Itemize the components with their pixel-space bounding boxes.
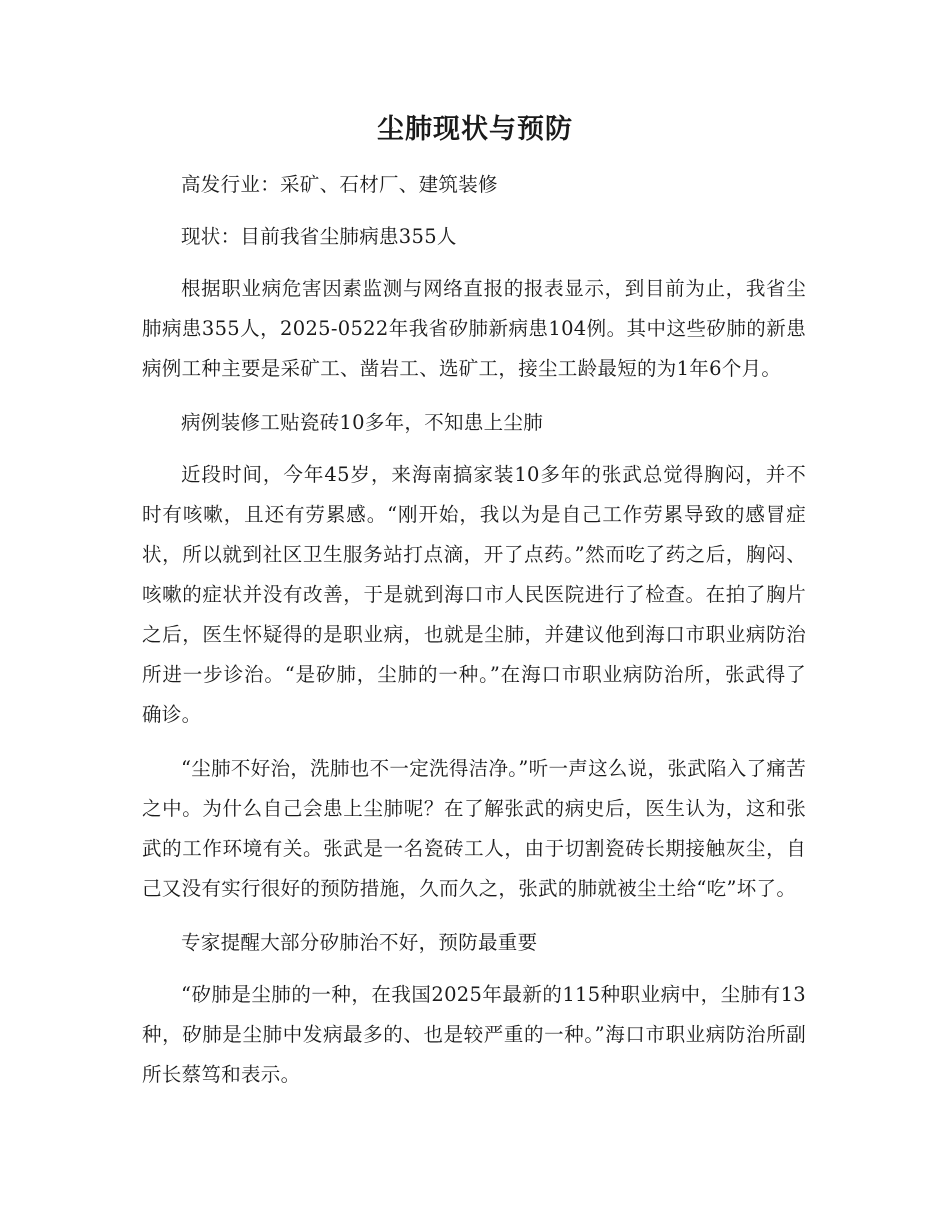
paragraph-expert-quote: “矽肺是尘肺的一种，在我国2025年最新的115种职业病中，尘肺有13种，矽肺是尘肺中发病最多的、也是较严重的一种。”海口市职业病防治所副所长蔡笃和表示。 xyxy=(142,983,806,1086)
paragraph-statistics: 根据职业病危害因素监测与网络直报的报表显示，到目前为止，我省尘肺病患355人，2025-0522年我省矽肺新病患104例。其中这些矽肺的新患病例工种主要是采矿工、凿岩工、选矿工，接尘工龄最短的为1年6个月。 xyxy=(142,277,806,380)
document-body xyxy=(142,165,806,1109)
document-title: 尘肺现状与预防 xyxy=(377,114,573,145)
paragraph-status: 现状：目前我省尘肺病患355人 xyxy=(181,225,457,248)
paragraph-case-heading: 病例装修工贴瓷砖10多年，不知患上尘肺 xyxy=(181,411,544,434)
paragraph-expert-heading: 专家提醒大部分矽肺治不好，预防最重要 xyxy=(181,931,538,954)
paragraph-case-story: 近段时间，今年45岁，来海南搞家装10多年的张武总觉得胸闷，并不时有咳嗽，且还有劳累感。“刚开始，我以为是自己工作劳累导致的感冒症状，所以就到社区卫生服务站打点滴，开了点药。”然而吃了药之后，胸闷、咳嗽的症状并没有改善，于是就到海口市人民医院进行了检查。在拍了胸片之后，医生怀疑得的是职业病，也就是尘肺，并建议他到海口市职业病防治所进一步诊治。“是矽肺，尘肺的一种。”在海口市职业病防治所，张武得了确诊。 xyxy=(142,463,806,726)
paragraph-case-cause: “尘肺不好治，洗肺也不一定洗得洁净。”听一声这么说，张武陷入了痛苦之中。为什么自己会患上尘肺呢？在了解张武的病史后，医生认为，这和张武的工作环境有关。张武是一名瓷砖工人，由于切割瓷砖长期接触灰尘，自己又没有实行很好的预防措施，久而久之，张武的肺就被尘土给“吃”坏了。 xyxy=(142,757,806,900)
paragraph-industries: 高发行业：采矿、石材厂、建筑装修 xyxy=(181,173,498,196)
